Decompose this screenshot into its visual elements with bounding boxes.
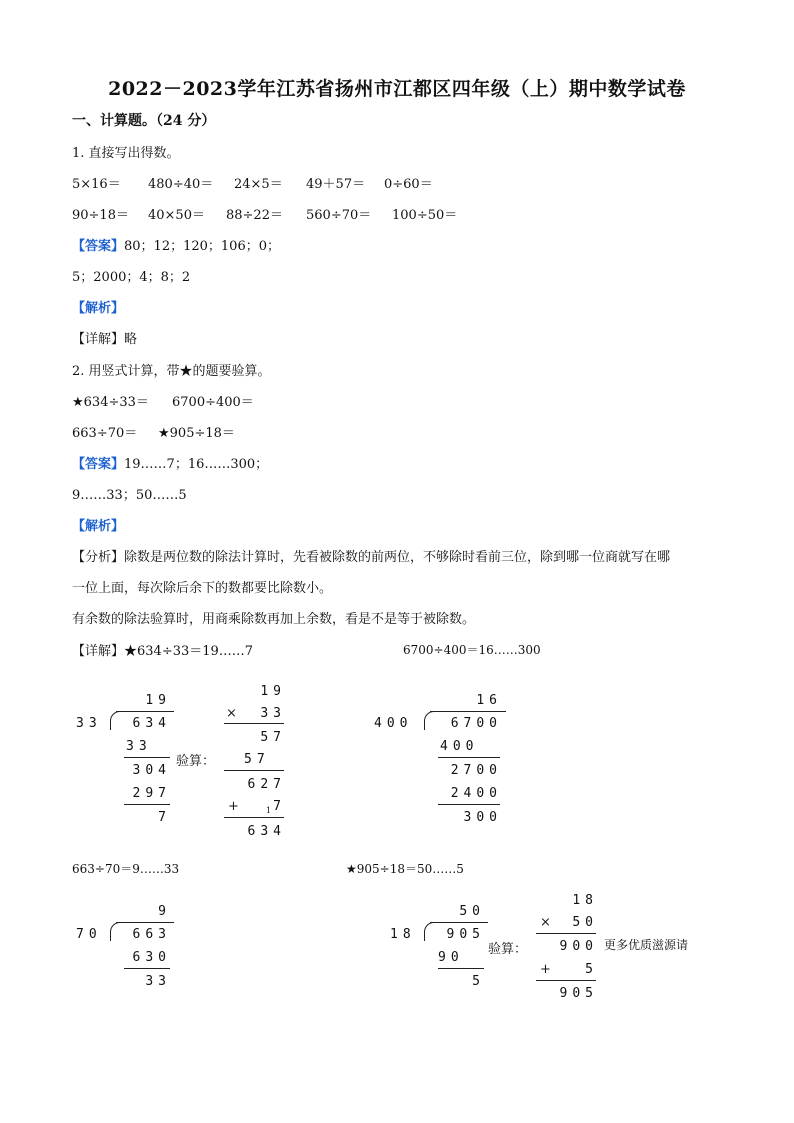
rule-line <box>124 757 170 758</box>
answer-tag: 【答案】 <box>72 239 125 254</box>
divisor: 400 <box>374 716 413 731</box>
quotient: 50 <box>459 904 485 919</box>
carry-mark: 1 <box>266 806 272 815</box>
rule-line <box>124 804 170 805</box>
product: 627 <box>247 777 286 792</box>
dividend: 905 <box>446 927 485 942</box>
plus-sign: + <box>540 962 551 977</box>
factor: 19 <box>260 684 286 699</box>
q2-item: 6700÷400＝ <box>172 395 254 410</box>
analysis-tag: 【解析】 <box>72 519 125 534</box>
dividend: 6700 <box>450 716 502 731</box>
division-bar <box>116 711 174 712</box>
watermark-text: 更多优质滋源请 <box>604 938 689 952</box>
check-label: 验算： <box>176 754 216 769</box>
rule-line <box>224 723 284 724</box>
answer-text: 5；2000；4；8；2 <box>72 270 191 285</box>
remainder: 300 <box>463 810 502 825</box>
step-product: 400 <box>440 739 479 754</box>
partial-product: 57 <box>244 752 270 767</box>
check-label: 验算： <box>488 942 528 957</box>
answer-row <box>72 453 268 472</box>
q1-item: 88÷22＝ <box>226 208 283 223</box>
rule-line <box>224 817 284 818</box>
times-sign: × <box>226 706 237 721</box>
step-product: 2400 <box>450 786 502 801</box>
detail-text: 略 <box>124 332 138 347</box>
total: 905 <box>559 986 598 1001</box>
answer-row <box>72 235 280 254</box>
detail-tag: 【详解】 <box>72 332 125 347</box>
answer-tag: 【答案】 <box>72 457 125 472</box>
factor: 18 <box>572 893 598 908</box>
quotient: 16 <box>476 693 502 708</box>
divisor: 18 <box>390 927 416 942</box>
q1-item: 40×50＝ <box>148 208 205 223</box>
remainder: 33 <box>145 974 171 989</box>
rule-line <box>438 968 484 969</box>
q2-item: 663÷70＝ <box>72 426 138 441</box>
total: 634 <box>247 824 286 839</box>
dividend: 663 <box>132 927 171 942</box>
answer-text: 19……7；16……300； <box>124 457 269 472</box>
remainder: 5 <box>472 974 485 989</box>
page-title: 2022－2023学年江苏省扬州市江都区四年级（上）期中数学试卷 <box>108 78 686 100</box>
analysis-text: 除数是两位数的除法计算时，先看被除数的前两位，不够除时看前三位，除到哪一位商就写在哪 <box>124 550 671 565</box>
detail-text: ★634÷33＝19……7 <box>124 644 254 659</box>
analysis-label: 【分析】 <box>72 550 125 565</box>
addend: 5 <box>585 962 598 977</box>
section-heading: 一、计算题。（24 分） <box>72 113 216 129</box>
remainder: 7 <box>158 810 171 825</box>
q1-item: 90÷18＝ <box>72 208 129 223</box>
division-bar <box>430 922 488 923</box>
rule-line <box>536 980 596 981</box>
q1-item: 49＋57＝ <box>306 177 366 192</box>
division-bar <box>116 922 174 923</box>
rule-line <box>224 770 284 771</box>
detail-text: 6700÷400＝16……300 <box>403 643 541 657</box>
factor: 50 <box>572 915 598 930</box>
rule-line <box>438 757 500 758</box>
rule-line <box>536 933 596 934</box>
answer-text: 9……33；50……5 <box>72 488 187 503</box>
detail-text: ★905÷18＝50……5 <box>346 862 464 876</box>
q1-item: 24×5＝ <box>234 177 283 192</box>
product: 900 <box>559 939 598 954</box>
quotient: 19 <box>145 693 171 708</box>
q1-item: 5×16＝ <box>72 177 121 192</box>
analysis-text: 一位上面，每次除后余下的数都要比除数小。 <box>72 581 333 596</box>
detail-row <box>72 640 253 659</box>
q2-stem: 2. 用竖式计算，带★的题要验算。 <box>72 364 271 379</box>
division-bar <box>430 711 506 712</box>
times-sign: × <box>540 915 551 930</box>
q1-item: 100÷50＝ <box>392 208 458 223</box>
q2-item: ★905÷18＝ <box>158 426 235 441</box>
analysis-tag: 【解析】 <box>72 301 125 316</box>
q1-item: 560÷70＝ <box>306 208 372 223</box>
detail-tag: 【详解】 <box>72 644 125 659</box>
step-product: 33 <box>126 739 152 754</box>
answer-text: 80；12；120；106；0； <box>124 239 280 254</box>
dividend: 634 <box>132 716 171 731</box>
rule-line <box>438 804 500 805</box>
detail-row <box>72 328 137 347</box>
q1-item: 480÷40＝ <box>148 177 214 192</box>
q2-item: ★634÷33＝ <box>72 395 149 410</box>
rule-line <box>124 968 170 969</box>
step-product: 297 <box>132 786 171 801</box>
divisor: 33 <box>76 716 102 731</box>
step-product: 630 <box>132 950 171 965</box>
step-remainder: 2700 <box>450 763 502 778</box>
q1-item: 0÷60＝ <box>384 177 433 192</box>
detail-text: 663÷70＝9……33 <box>72 862 180 876</box>
plus-sign: + <box>228 799 239 814</box>
factor: 33 <box>260 706 286 721</box>
partial-product: 57 <box>260 730 286 745</box>
quotient: 9 <box>158 904 171 919</box>
step-product: 90 <box>438 950 464 965</box>
q1-stem: 1. 直接写出得数。 <box>72 146 180 161</box>
step-remainder: 304 <box>132 763 171 778</box>
analysis-row <box>72 546 670 565</box>
addend: 7 <box>273 799 286 814</box>
divisor: 70 <box>76 927 102 942</box>
analysis-text: 有余数的除法验算时，用商乘除数再加上余数，看是不是等于被除数。 <box>72 612 476 627</box>
